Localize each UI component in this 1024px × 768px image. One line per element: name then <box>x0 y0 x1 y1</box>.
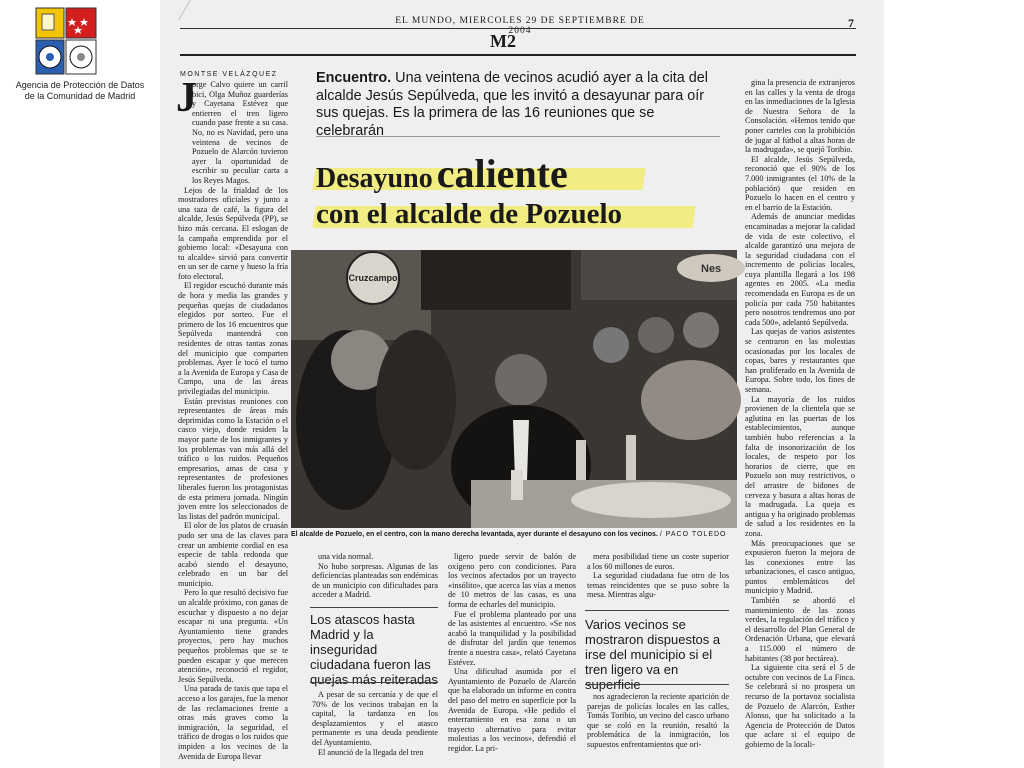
article-photo <box>291 250 737 528</box>
photo-scene <box>291 250 737 528</box>
article-paragraph: También se abordó el mantenimiento de las zonas verdes, la regulación del tráfico y el desarrollo del Plan General de Ordenación Urbana, que elevará a 115.000 el número de habitantes (38 por hectárea). <box>745 596 855 663</box>
agency-name <box>2 80 158 102</box>
photo-caption <box>291 531 737 538</box>
article-paragraph: mera posibilidad tiene un coste superior a los 60 millones de euros. <box>587 552 729 571</box>
article-paragraph: gina la presencia de extranjeros en las calles y la venta de droga en las inmediaciones de la Iglesia de Nuestra Señora de la Consolación. «Hemos tenido que poner carteles con la prohibición de jugar al fútbol a altas horas de la madrugada», se quejó Toribio. <box>745 78 855 155</box>
page-number: 7 <box>848 16 854 30</box>
newspaper-clipping <box>160 0 884 768</box>
article-column-2b <box>312 690 438 760</box>
agency-logo-block <box>0 0 158 130</box>
drop-cap: J <box>176 75 197 121</box>
subhead-rule <box>585 610 729 611</box>
photo-credit: / PACO TOLEDO <box>659 531 727 538</box>
article-paragraph: orge Calvo quiere un carril bici, Olga Muñoz guarderías y Cayetana Estévez que entierren el tren ligero cuando pase frente a su casa. No, no es Navidad, pero una veintena de vecinos de Pozuelo de Alarcón tuvieron ayer la oportunidad de escribir su peculiar carta a los Reyes Magos. <box>192 80 288 185</box>
article-paragraph: La siguiente cita será el 5 de octubre con vecinos de La Finca. Se celebrará si no prospera un recurso de la portavoz socialista de Pozuelo de Alarcón, Esther Alonso, que ha solicitado a la Agencia de Protección de Datos que aclare si el equipo de gobierno de la locali- <box>745 663 855 749</box>
article-deck <box>316 70 716 140</box>
article-paragraph: El alcalde, Jesús Sepúlveda, reconoció que el 90% de los 7.000 inmigrantes (el 10% de la población) que residen en Pozuelo lo hacen en el centro y en el barrio de la Estación. <box>745 154 855 212</box>
article-column-1 <box>176 75 288 761</box>
article-paragraph: La seguridad ciudadana fue otro de los temas reincidentes que se puso sobre la mesa. Mientras algu- <box>587 571 729 600</box>
page-fold-mark <box>160 0 191 20</box>
article-column-4b <box>587 692 729 760</box>
article-paragraph: Una dificultad asumida por el Ayuntamiento de Pozuelo de Alarcón que ha elaborado un informe en contra del paso del metro en superficie por la Avenida de Europa. «He pedido el enterramiento en esa zona o un trayecto alternativo para evitar molestias a los vecinos», defendió el regidor. La pri- <box>448 667 576 753</box>
newspaper-header: EL MUNDO, MIERCOLES 29 DE SEPTIEMBRE DE 2004 <box>395 16 645 36</box>
article-paragraph: Lejos de la frialdad de los mostradores oficiales y junto a una taza de café, la figura del alcalde, Jesús Sepúlveda (PP), se hizo más cercana. El eslogan de la campaña emprendida por el gobierno local: «Desayuna con tu alcalde» sirvió para convertir en un ser de carne y hueso la fría foto electoral. <box>178 185 288 281</box>
article-paragraph: ligero puede servir de balón de oxígeno pero con condiciones. Para los vecinos afectados por un trayecto «insólito», que acerca las vías a menos de 10 metros de las casas, es una forma de echarles del municipio. <box>448 552 576 609</box>
article-paragraph: El anunció de la llegada del tren <box>318 747 424 757</box>
subhead-rule <box>310 682 438 683</box>
article-paragraph: La mayoría de los ruidos provienen de la clientela que se aglutina en las puertas de los establecimientos, aunque también hubo referencias a la falta de insonorización de los locales, de respeto por los horarios de cierre, que en Pozuelo son muy restrictivos, o del arrastre de bidones de cerveza y basura a altas horas de la madrugada. La queja es antigua y ha originado problemas de salud a los residentes en la zona. <box>745 394 855 538</box>
headline-word-2: caliente <box>436 151 568 196</box>
subhead-2: Varios vecinos se mostraron dispuestos a irse del municipio si el tren ligero va en superficie <box>585 617 721 692</box>
article-paragraph: Están previstas reuniones con representantes de áreas más deprimidas como la Estación o el casco viejo, donde residen la mayor parte de los inmigrantes y los problemas van más allá del tráfico o los ruidos. Pequeños empresarios, amas de casa y representantes de profesiones liberales fueron los protagonistas de esta primera jornada. Ningún joven entre los seleccionados de las listas del padrón municipal. <box>178 396 288 521</box>
article-paragraph: Además de anunciar medidas encaminadas a mejorar la calidad de vida de este colectivo, el alcalde garantizó una mejora de la seguridad ciudadana con el incremento de policías locales, cuya plantilla llegará a los 198 agentes en 2005. «La media recomendada en Europa es de un policía por cada 750 habitantes pero nosotros tendremos uno por cada 500», adelantó Sepúlveda. <box>745 212 855 327</box>
headline-line-1 <box>316 150 568 197</box>
article-paragraph: nos agradecieron la reciente aparición de parejas de policías locales en las calles, Tomás Toribio, un vecino del casco urbano que se coló en la reunión, resaltó la problemática de la inmigración, los supuestos enfrentamientos que ori- <box>587 692 729 749</box>
agency-name-line1: Agencia de Protección de Datos <box>15 80 145 90</box>
agency-name-line2: de la Comunidad de Madrid <box>24 91 136 101</box>
article-column-4a <box>587 552 729 608</box>
caption-text: El alcalde de Pozuelo, en el centro, con la mano derecha levantada, ayer durante el desayuno con los vecinos. <box>291 531 658 538</box>
article-paragraph: una vida normal. <box>318 552 374 561</box>
subhead-rule <box>310 607 438 608</box>
deck-rule <box>316 136 720 137</box>
headline-line-2: con el alcalde de Pozuelo <box>316 198 623 230</box>
comunidad-madrid-logo-icon <box>34 6 98 76</box>
article-column-5 <box>745 78 855 760</box>
section-label: M2 <box>490 31 516 51</box>
header-rule <box>180 28 856 29</box>
photo-sign-nes: Nes <box>701 263 722 275</box>
byline: MONTSE VELÁZQUEZ <box>180 71 278 78</box>
deck-text: Una veintena de vecinos acudió ayer a la cita del alcalde Jesús Sepúlveda, que les invitó a desayunar para oír sus quejas. Es la primera de las 16 reuniones que se celebrarán <box>316 70 708 139</box>
subhead-rule <box>585 684 729 685</box>
article-paragraph: El olor de los platos de cruasán pudo ser una de las claves para crear un ambiente cordial en esa especie de tabla redonda que acabó siendo el desayuno, celebrado en un bar del municipio. <box>178 521 288 588</box>
article-paragraph: Pero lo que resultó decisivo fue un alcalde próximo, con ganas de escuchar y dispuesto a no dejar escapar ni una pregunta. «Un Ayuntamiento tiene grandes proyectos, pero hay muchos pequeños problemas que se te pueden escapar y que merecen atención», reconoció el regidor, Jesús Sepúlveda. <box>178 588 288 684</box>
article-column-2a <box>312 552 438 604</box>
article-paragraph: A pesar de su cercanía y de que el 70% de los vecinos trabajan en la capital, la tardanza en los desplazamientos y el atasco permanente es una deuda pendiente del Ayuntamiento. <box>312 690 438 747</box>
article-paragraph: Las quejas de varios asistentes se centraron en las molestias ocasionadas por los locales de copas, bares y restaurantes que han proliferado en la Avenida de Europa. Sobre todo, los fines de semana. <box>745 327 855 394</box>
article-column-3 <box>448 552 576 758</box>
section-rule <box>180 54 856 56</box>
article-paragraph: El regidor escuchó durante más de hora y media las grandes y pequeñas quejas de ciudadanos elegidos por sorteo. Fue el primero de los 16 encuentros que Sepúlveda mantendrá con residentes de otras tantas zonas del municipio que comparten problemas. Ayer le tocó el turno a la Avenida de Europa y Casa de Campo, una de las áreas privilegiadas del municipio. <box>178 281 288 396</box>
article-paragraph: Una parada de taxis que tapa el acceso a los garajes, fue la menor de las reclamaciones frente a otras más graves como la inmigración, la seguridad, el tráfico de drogas o los ruidos que impiden a los vecinos de la Avenida de Europa llevar <box>178 684 288 761</box>
article-paragraph: Fue el problema planteado por una de las asistentes al encuentro. «Se nos acabó la tranquilidad y la posibilidad de disfrutar del jardín que tenemos frente a nuestra casa», relató Cayetana Estévez. <box>448 609 576 667</box>
photo-sign-cruzcampo: Cruzcampo <box>348 273 398 283</box>
article-paragraph: Más preocupaciones que se expusieron fueron la mejora de las conexiones entre las urbanizaciones, el casco antiguo, puntos emblemáticos del municipio y Madrid. <box>745 538 855 596</box>
subhead-1: Los atascos hasta Madrid y la inseguridad ciudadana fueron las quejas más reiteradas <box>310 612 438 687</box>
deck-label: Encuentro. <box>316 70 392 86</box>
article-paragraph: No hubo sorpresas. Algunas de las deficiencias planteadas son endémicas de un municipio con dificultades para acceder a Madrid. <box>312 561 438 600</box>
headline-word-1: Desayuno <box>316 163 433 194</box>
